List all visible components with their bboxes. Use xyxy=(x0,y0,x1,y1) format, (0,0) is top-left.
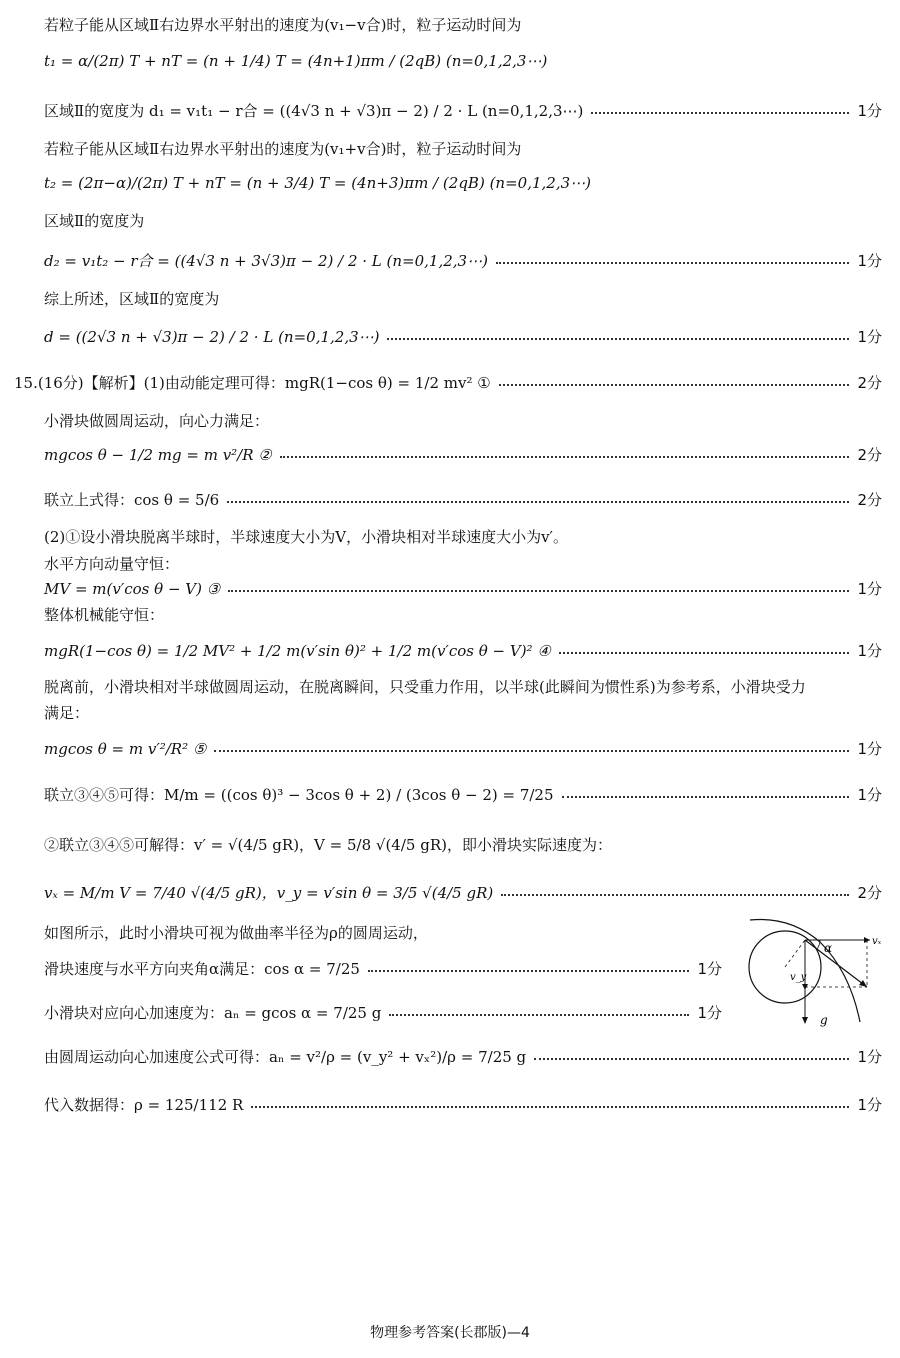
line-text: mgcos θ = m v′²/R² ⑤ xyxy=(44,739,207,758)
equation-line xyxy=(44,489,882,510)
line-text: 滑块速度与水平方向夹角α满足：cos α = 7/25 xyxy=(44,960,360,978)
text-line xyxy=(44,14,882,35)
alpha-label: α xyxy=(824,941,833,955)
line-text: 15.(16分)【解析】(1)由动能定理可得：mgR(1−cos θ) = 1/2 mv² ① xyxy=(14,374,491,392)
text-line xyxy=(44,138,882,159)
text-line xyxy=(44,210,882,231)
vy-label: v_y xyxy=(790,972,807,983)
dot-leader xyxy=(214,750,849,752)
text-line xyxy=(44,604,882,625)
g-label: g xyxy=(820,1013,828,1027)
score-label: 1分 xyxy=(857,1048,882,1066)
line-text: 区域Ⅱ的宽度为 xyxy=(44,212,145,230)
line-text: 满足： xyxy=(44,704,90,722)
text-line xyxy=(44,526,882,547)
score-label: 2分 xyxy=(857,884,882,902)
line-text: 如图所示，此时小滑块可视为做曲率半径为ρ的圆周运动， xyxy=(44,924,428,942)
score-label: 2分 xyxy=(857,374,882,392)
line-text: (2)①设小滑块脱离半球时，半球速度大小为V，小滑块相对半球速度大小为v′。 xyxy=(44,528,568,546)
line-text: 代入数据得：ρ = 125/112 R xyxy=(44,1096,244,1114)
text-line xyxy=(44,834,882,855)
equation-line xyxy=(44,1094,882,1115)
line-text: t₁ = α/(2π) T + nT = (n + 1/4) T = (4n+1)πm / (2qB) (n=0,1,2,3⋯) xyxy=(44,52,548,70)
equation-line xyxy=(44,640,882,661)
equation-line xyxy=(44,578,882,599)
dot-leader xyxy=(227,501,849,503)
dot-leader xyxy=(387,338,849,340)
dot-leader xyxy=(499,384,850,386)
line-text: 联立上式得：cos θ = 5/6 xyxy=(44,491,220,509)
line-text: vₓ = M/m V = 7/40 √(4/5 gR)，v_y = v′sin θ = 3/5 √(4/5 gR) xyxy=(44,884,494,902)
line-text: MV = m(v′cos θ − V) ③ xyxy=(44,579,221,598)
dot-leader xyxy=(501,894,849,896)
velocity-arrow xyxy=(805,940,867,987)
score-label: 1分 xyxy=(857,786,882,804)
line-text: 若粒子能从区域Ⅱ右边界水平射出的速度为(v₁−v合)时，粒子运动时间为 xyxy=(44,16,522,34)
line-text: t₂ = (2π−α)/(2π) T + nT = (n + 3/4) T = (4n+3)πm / (2qB) (n=0,1,2,3⋯) xyxy=(44,174,591,192)
line-text: 若粒子能从区域Ⅱ右边界水平射出的速度为(v₁+v合)时，粒子运动时间为 xyxy=(44,140,522,158)
score-label: 2分 xyxy=(857,446,882,464)
line-text: 脱离前，小滑块相对半球做圆周运动，在脱离瞬间，只受重力作用，以半球(此瞬间为惯性系)为参考系，小滑块受力 xyxy=(44,678,806,696)
score-label: 1分 xyxy=(857,642,882,660)
line-text: ②联立③④⑤可解得：v′ = √(4/5 gR)，V = 5/8 √(4/5 gR)，即小滑块实际速度为： xyxy=(44,836,612,854)
equation-line xyxy=(44,1046,882,1067)
dot-leader xyxy=(251,1106,849,1108)
dot-leader xyxy=(591,112,849,114)
line-text: d₂ = v₁t₂ − r合 = ((4√3 n + 3√3)π − 2) / 2 · L (n=0,1,2,3⋯) xyxy=(44,252,488,270)
dot-leader xyxy=(534,1058,849,1060)
line-text: 整体机械能守恒： xyxy=(44,606,165,624)
text-line xyxy=(44,410,882,431)
text-line xyxy=(44,676,882,697)
g-arrow-head xyxy=(802,1017,808,1024)
equation-line xyxy=(44,250,882,271)
page-footer: 物理参考答案(长郡版)—4 xyxy=(370,1325,530,1341)
text-line xyxy=(44,922,710,943)
vx-label: vₓ xyxy=(872,936,882,947)
line-text: 联立③④⑤可得：M/m = ((cos θ)³ − 3cos θ + 2) / (3cos θ − 2) = 7/25 xyxy=(44,786,554,804)
line-text: d = ((2√3 n + √3)π − 2) / 2 · L (n=0,1,2,3⋯) xyxy=(44,327,380,346)
line-text: 小滑块对应向心加速度为：aₙ = gcos α = 7/25 g xyxy=(44,1004,382,1022)
line-text: 综上所述，区域Ⅱ的宽度为 xyxy=(44,290,220,308)
question-15-heading xyxy=(14,372,882,393)
text-line xyxy=(44,702,882,723)
score-label: 2分 xyxy=(857,491,882,509)
line-text: 区域Ⅱ的宽度为 d₁ = v₁t₁ − r合 = ((4√3 n + √3)π − 2) / 2 · L (n=0,1,2,3⋯) xyxy=(44,102,584,120)
text-line xyxy=(44,553,882,574)
equation-line xyxy=(44,174,882,192)
score-label: 1分 xyxy=(857,1096,882,1114)
score-label: 1分 xyxy=(857,102,882,120)
score-label: 1分 xyxy=(857,740,882,758)
score-label: 1分 xyxy=(857,580,882,598)
equation-line xyxy=(44,738,882,759)
equation-line xyxy=(44,444,882,465)
equation-line xyxy=(44,326,882,347)
dot-leader xyxy=(559,652,850,654)
text-line xyxy=(44,288,882,309)
line-text: 由圆周运动向心加速度公式可得：aₙ = v²/ρ = (v_y² + vₓ²)/ρ = 7/25 g xyxy=(44,1048,527,1066)
equation-line xyxy=(44,1002,722,1023)
score-label: 1分 xyxy=(857,328,882,346)
equation-line xyxy=(44,52,882,70)
equation-line xyxy=(44,784,882,805)
velocity-arrow-head xyxy=(859,980,867,987)
radius-dashed xyxy=(785,940,805,967)
score-label: 1分 xyxy=(857,252,882,270)
equation-line xyxy=(44,100,882,121)
line-text: 小滑块做圆周运动，向心力满足： xyxy=(44,412,270,430)
score-label: 1分 xyxy=(697,1004,722,1022)
dot-leader xyxy=(496,262,850,264)
dot-leader xyxy=(389,1014,689,1016)
line-text: mgR(1−cos θ) = 1/2 MV² + 1/2 m(v′sin θ)² + 1/2 m(v′cos θ − V)² ④ xyxy=(44,641,551,660)
line-text: 水平方向动量守恒： xyxy=(44,555,180,573)
equation-line xyxy=(44,882,882,903)
velocity-diagram xyxy=(740,912,890,1032)
dot-leader xyxy=(368,970,690,972)
line-text: mgcos θ − 1/2 mg = m v²/R ② xyxy=(44,445,272,464)
dot-leader xyxy=(280,456,850,458)
dot-leader xyxy=(228,590,849,592)
equation-line xyxy=(44,958,722,979)
dot-leader xyxy=(562,796,850,798)
score-label: 1分 xyxy=(697,960,722,978)
